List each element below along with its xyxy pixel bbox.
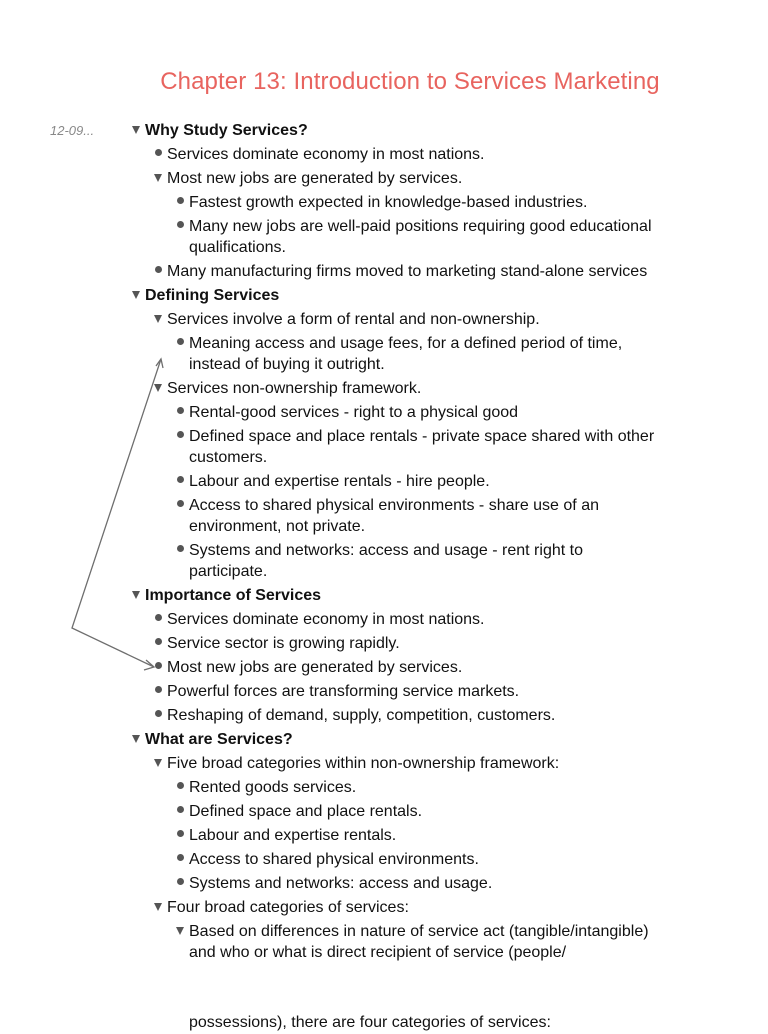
outline-item-text: Powerful forces are transforming service markets. bbox=[167, 683, 520, 700]
outline-item-text: Access to shared physical environments - share use of an bbox=[189, 497, 599, 514]
outline-item-text: What are Services? bbox=[145, 731, 293, 748]
outline-item-wrap: qualifications. bbox=[189, 239, 286, 256]
page-title: Chapter 13: Introduction to Services Marketing bbox=[160, 68, 660, 95]
outline-item-text: Defining Services bbox=[145, 287, 280, 304]
outline-item-text: Most new jobs are generated by services. bbox=[167, 659, 463, 676]
outline-item-text: Service sector is growing rapidly. bbox=[167, 635, 400, 652]
outline-item-text: Many new jobs are well-paid positions requiring good educational bbox=[189, 218, 652, 235]
outline-item-wrap: and who or what is direct recipient of service (people/ bbox=[189, 944, 567, 961]
outline-item-wrap: environment, not private. bbox=[189, 518, 366, 535]
outline-item-text: Systems and networks: access and usage - rent right to bbox=[189, 542, 583, 559]
outline-item-text: Services dominate economy in most nations. bbox=[167, 146, 485, 163]
outline-item-wrap: customers. bbox=[189, 449, 268, 466]
outline-continuation: possessions), there are four categories of services: bbox=[189, 1014, 551, 1031]
outline-item-text: Four broad categories of services: bbox=[167, 899, 409, 916]
outline-item-text: Labour and expertise rentals. bbox=[189, 827, 397, 844]
outline-item-text: Services involve a form of rental and non-ownership. bbox=[167, 311, 540, 328]
outline-item-text: Systems and networks: access and usage. bbox=[189, 875, 493, 892]
outline-item-text: Why Study Services? bbox=[145, 122, 308, 139]
outline-item-text: Access to shared physical environments. bbox=[189, 851, 479, 868]
outline-item-text: Importance of Services bbox=[145, 587, 322, 604]
date-label: 12-09... bbox=[50, 123, 95, 138]
outline-item-text: Meaning access and usage fees, for a defined period of time, bbox=[189, 335, 623, 352]
outline-item-text: Most new jobs are generated by services. bbox=[167, 170, 463, 187]
outline-item-wrap: participate. bbox=[189, 563, 268, 580]
outline-item-text: Defined space and place rentals. bbox=[189, 803, 423, 820]
outline-item-wrap: instead of buying it outright. bbox=[189, 356, 385, 373]
outline-item-text: Services dominate economy in most nations. bbox=[167, 611, 485, 628]
outline-item-text: Defined space and place rentals - private space shared with other bbox=[189, 428, 655, 445]
outline-item-text: Rented goods services. bbox=[189, 779, 357, 796]
outline-item-text: Reshaping of demand, supply, competition, customers. bbox=[167, 707, 556, 724]
outline-item-text: Fastest growth expected in knowledge-based industries. bbox=[189, 194, 588, 211]
outline-item-text: Based on differences in nature of service act (tangible/intangible) bbox=[189, 923, 649, 940]
outline-item-text: Many manufacturing firms moved to marketing stand-alone services bbox=[167, 263, 648, 280]
outline-item-text: Five broad categories within non-ownership framework: bbox=[167, 755, 560, 772]
outline-item-text: Labour and expertise rentals - hire people. bbox=[189, 473, 490, 490]
outline-item-text: Services non-ownership framework. bbox=[167, 380, 422, 397]
annotation-arrow-line bbox=[72, 359, 161, 667]
outline-item-text: Rental-good services - right to a physical good bbox=[189, 404, 519, 421]
